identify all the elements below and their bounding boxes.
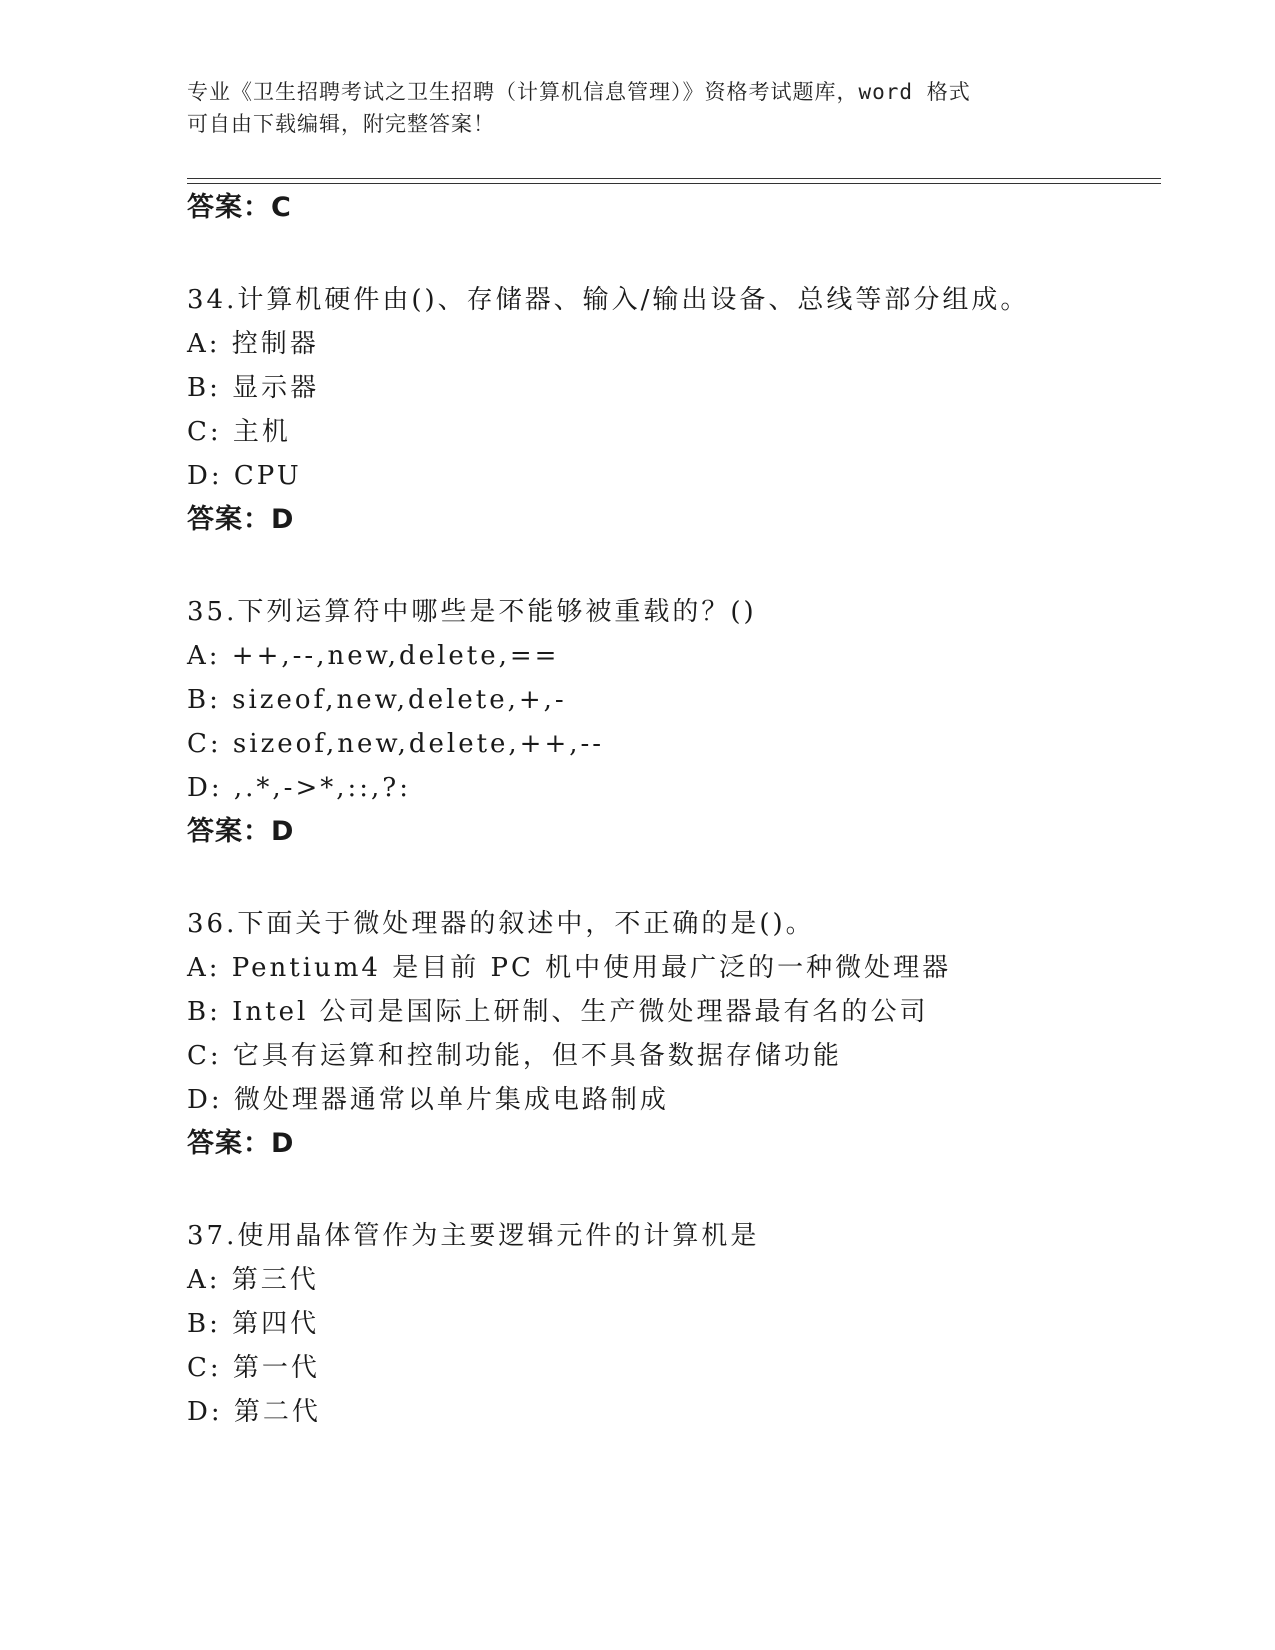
question-35-option-d: D: ,.*,->*,::,?: [187, 773, 411, 803]
question-36-option-a: A: Pentium4 是目前 PC 机中使用最广泛的一种微处理器 [187, 953, 952, 983]
question-36-option-c: C: 它具有运算和控制功能，但不具备数据存储功能 [187, 1041, 842, 1071]
question-36-option-b: B: Intel 公司是国际上研制、生产微处理器最有名的公司 [187, 997, 929, 1027]
question-35-stem: 35.下列运算符中哪些是不能够被重载的？() [187, 597, 757, 627]
question-35-option-c: C: sizeof,new,delete,++,-- [187, 729, 605, 759]
document-header [187, 76, 1087, 140]
header-divider-bottom [187, 183, 1161, 184]
question-37-option-c: C: 第一代 [187, 1353, 320, 1383]
question-35-option-a: A: ++,--,new,delete,== [187, 641, 560, 671]
question-37-option-a: A: 第三代 [187, 1265, 319, 1295]
answer-q35: 答案：D [187, 816, 295, 847]
question-37-option-d: D: 第二代 [187, 1397, 321, 1427]
question-34-option-a: A: 控制器 [187, 329, 319, 359]
answer-q33: 答案：C [187, 192, 292, 223]
question-34-option-b: B: 显示器 [187, 373, 320, 403]
question-36-option-d: D: 微处理器通常以单片集成电路制成 [187, 1085, 669, 1115]
question-37-option-b: B: 第四代 [187, 1309, 320, 1339]
header-line-1: 专业《卫生招聘考试之卫生招聘（计算机信息管理）》资格考试题库，word 格式 [187, 80, 971, 104]
question-34-option-d: D: CPU [187, 461, 302, 491]
header-divider-top [187, 178, 1161, 179]
question-37-stem: 37.使用晶体管作为主要逻辑元件的计算机是 [187, 1221, 760, 1251]
answer-q36: 答案：D [187, 1128, 295, 1159]
question-34-option-c: C: 主机 [187, 417, 291, 447]
question-35-option-b: B: sizeof,new,delete,+,- [187, 685, 567, 715]
question-36-stem: 36.下面关于微处理器的叙述中，不正确的是()。 [187, 909, 815, 939]
header-line-2: 可自由下载编辑，附完整答案！ [187, 112, 495, 136]
question-34-stem: 34.计算机硬件由()、存储器、输入/输出设备、总线等部分组成。 [187, 285, 1030, 315]
answer-q34: 答案：D [187, 504, 295, 535]
